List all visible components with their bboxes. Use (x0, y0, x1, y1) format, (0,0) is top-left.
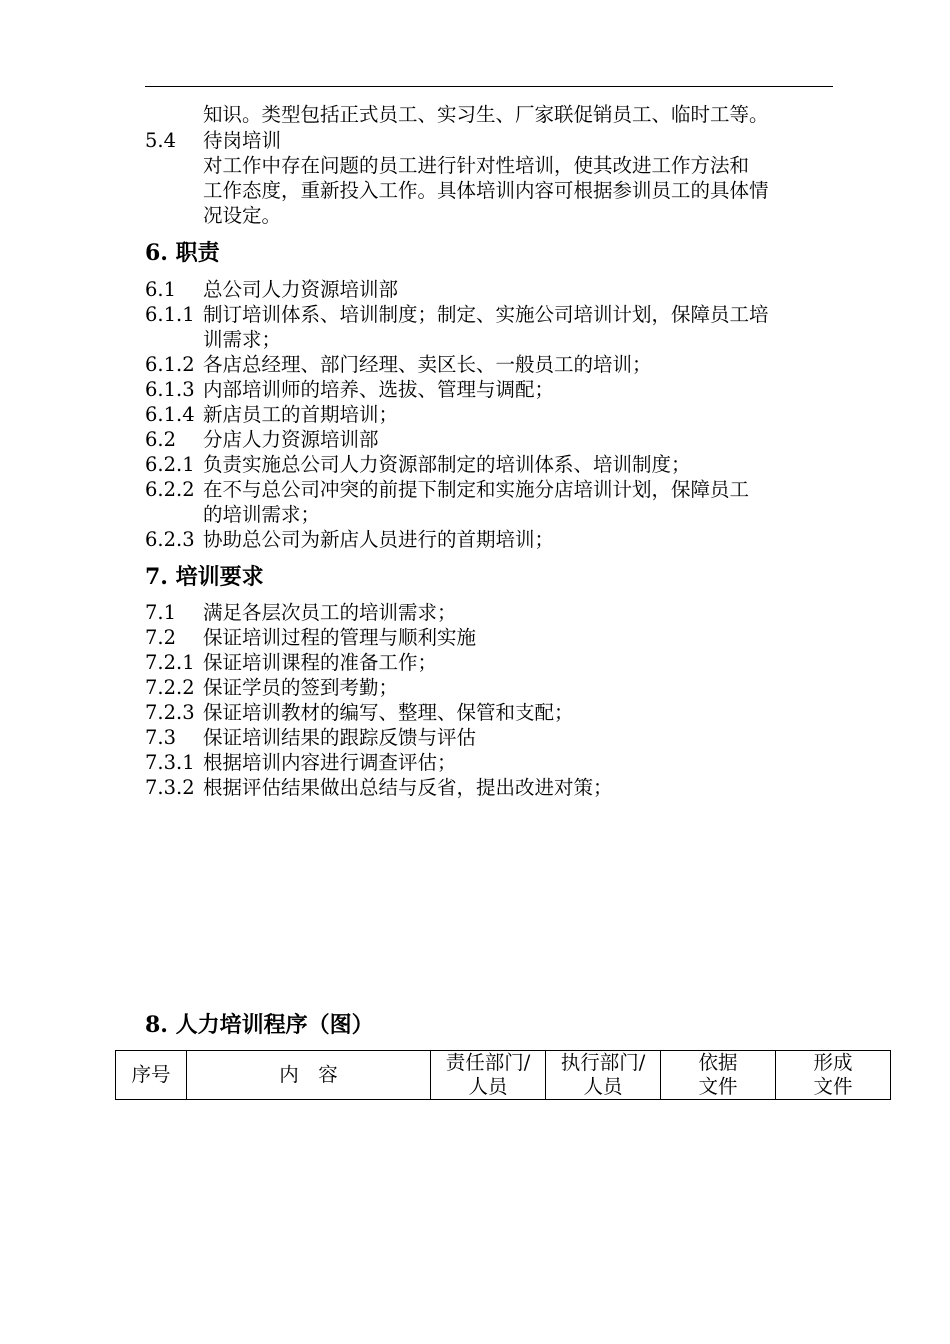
item-number: 6.2.3 (145, 528, 195, 551)
item-text: 训需求； (203, 328, 282, 351)
procedure-table (115, 1050, 891, 1100)
item-text: 的培训需求； (203, 503, 321, 526)
section-number: 5.4 (145, 129, 177, 152)
item-text: 根据培训内容进行调查评估； (203, 751, 457, 774)
item-text: 在不与总公司冲突的前提下制定和实施分店培训计划，保障员工 (203, 478, 750, 501)
item-number: 7.3.2 (145, 776, 195, 799)
item-number: 7.3.1 (145, 751, 195, 774)
item-number: 7.2.2 (145, 676, 195, 699)
item-text: 各店总经理、部门经理、卖区长、一般员工的培训； (203, 353, 652, 376)
item-text: 总公司人力资源培训部 (203, 278, 399, 301)
item-number: 7.2.3 (145, 701, 195, 724)
table-header-row (116, 1051, 891, 1100)
item-text: 协助总公司为新店人员进行的首期培训； (203, 528, 555, 551)
header-line: 内 容 (279, 1063, 338, 1086)
header-cell-output (776, 1051, 891, 1100)
item-text: 制订培训体系、培训制度；制定、实施公司培训计划，保障员工培 (203, 303, 769, 326)
header-cell-executing (546, 1051, 661, 1100)
paragraph-line: 对工作中存在问题的员工进行针对性培训，使其改进工作方法和 (203, 154, 750, 177)
header-line: 文件 (813, 1075, 853, 1098)
header-rule (145, 86, 833, 87)
section-heading-8: 8. 人力培训程序（图） (145, 1012, 374, 1038)
header-cell-responsible (431, 1051, 546, 1100)
header-cell-seq (116, 1051, 187, 1100)
item-number: 6.1.1 (145, 303, 195, 326)
header-line: 形成 (813, 1051, 853, 1074)
item-number: 6.2 (145, 428, 177, 451)
item-text: 保证培训教材的编写、整理、保管和支配； (203, 701, 574, 724)
item-number: 7.2 (145, 626, 177, 649)
section-title: 待岗培训 (203, 129, 282, 152)
section-heading-7: 7. 培训要求 (145, 564, 264, 590)
item-number: 6.2.2 (145, 478, 195, 501)
paragraph-line: 况设定。 (203, 204, 282, 227)
item-text: 保证培训课程的准备工作； (203, 651, 438, 674)
item-text: 根据评估结果做出总结与反省，提出改进对策； (203, 776, 613, 799)
item-number: 6.1 (145, 278, 177, 301)
item-text: 内部培训师的培养、选拔、管理与调配； (203, 378, 555, 401)
item-number: 7.1 (145, 601, 177, 624)
item-number: 6.2.1 (145, 453, 195, 476)
item-number: 6.1.3 (145, 378, 195, 401)
continuation-text: 知识。类型包括正式员工、实习生、厂家联促销员工、临时工等。 (203, 103, 769, 126)
item-number: 7.2.1 (145, 651, 195, 674)
header-line: 人员 (583, 1075, 623, 1098)
header-line: 责任部门/ (445, 1051, 531, 1074)
header-cell-basis (661, 1051, 776, 1100)
paragraph-line: 工作态度，重新投入工作。具体培训内容可根据参训员工的具体情 (203, 179, 769, 202)
item-text: 保证培训结果的跟踪反馈与评估 (203, 726, 477, 749)
header-line: 依据 (698, 1051, 738, 1074)
item-number: 6.1.4 (145, 403, 195, 426)
header-line: 序号 (131, 1063, 171, 1086)
header-cell-content (187, 1051, 431, 1100)
item-number: 6.1.2 (145, 353, 195, 376)
item-text: 保证学员的签到考勤； (203, 676, 399, 699)
item-number: 7.3 (145, 726, 177, 749)
item-text: 负责实施总公司人力资源部制定的培训体系、培训制度； (203, 453, 691, 476)
header-line: 文件 (698, 1075, 738, 1098)
item-text: 新店员工的首期培训； (203, 403, 399, 426)
item-text: 分店人力资源培训部 (203, 428, 379, 451)
item-text: 保证培训过程的管理与顺利实施 (203, 626, 477, 649)
header-line: 执行部门/ (560, 1051, 646, 1074)
header-line: 人员 (468, 1075, 508, 1098)
section-heading-6: 6. 职责 (145, 240, 220, 266)
item-text: 满足各层次员工的培训需求； (203, 601, 457, 624)
